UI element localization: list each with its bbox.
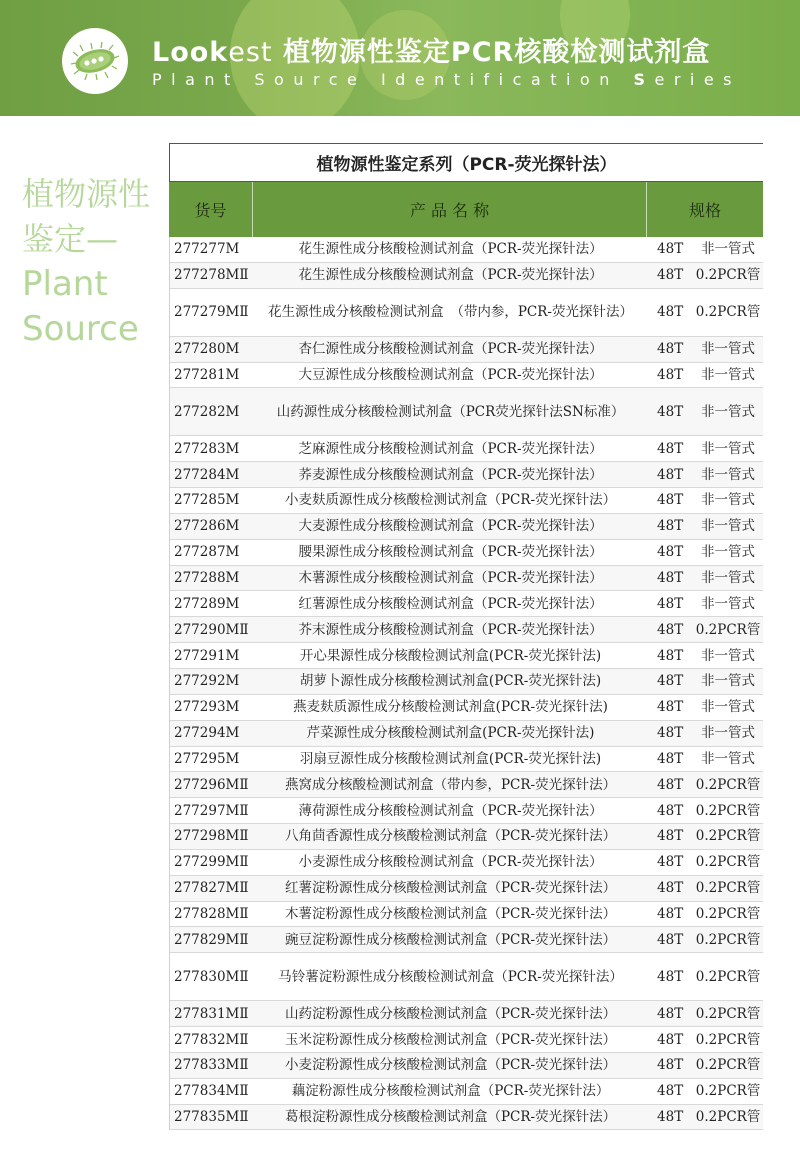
product-type: 非一管式 — [701, 366, 756, 383]
product-code: 277280M — [174, 341, 240, 358]
product-code: 277277M — [174, 241, 240, 258]
table-row — [170, 1027, 763, 1053]
product-type: 0.2PCR管 — [695, 854, 761, 871]
page-title: Lookest 植物源性鉴定PCR核酸检测试剂盒 — [152, 37, 711, 68]
logo — [62, 28, 128, 94]
product-quantity: 48T — [657, 518, 684, 535]
table-header — [169, 182, 763, 237]
product-name: 燕麦麸质源性成分核酸检测试剂盒(PCR-荧光探针法) — [293, 699, 608, 716]
product-name: 胡萝卜源性成分核酸检测试剂盒(PCR-荧光探针法) — [299, 673, 602, 690]
header-code: 货号 — [169, 182, 253, 237]
product-type: 0.2PCR管 — [695, 828, 761, 845]
product-code: 277283M — [174, 440, 240, 457]
product-quantity: 48T — [657, 802, 684, 819]
product-code: 277286M — [174, 518, 240, 535]
table-row — [170, 337, 763, 363]
product-name: 杏仁源性成分核酸检测试剂盒（PCR-荧光探针法） — [298, 341, 603, 358]
table-row — [170, 462, 763, 488]
product-name: 小麦源性成分核酸检测试剂盒（PCR-荧光探针法） — [298, 854, 603, 871]
product-quantity: 48T — [657, 699, 684, 716]
table-row — [170, 876, 763, 902]
product-quantity: 48T — [657, 403, 684, 420]
product-type: 非一管式 — [701, 341, 756, 358]
table-row — [170, 1105, 763, 1131]
table-row — [170, 514, 763, 540]
product-type: 0.2PCR管 — [695, 1005, 761, 1022]
product-code: 277282M — [174, 403, 240, 420]
product-code: 277829MⅡ — [174, 931, 249, 948]
product-name: 羽扇豆源性成分核酸检测试剂盒(PCR-荧光探针法) — [299, 750, 602, 767]
product-name: 小麦麸质源性成分核酸检测试剂盒（PCR-荧光探针法） — [284, 492, 617, 509]
product-quantity: 48T — [657, 673, 684, 690]
product-type: 0.2PCR管 — [695, 931, 761, 948]
table-body — [169, 237, 763, 1130]
product-type: 0.2PCR管 — [695, 776, 761, 793]
product-code: 277295M — [174, 750, 240, 767]
table-row — [170, 772, 763, 798]
product-type: 非一管式 — [701, 595, 756, 612]
product-type: 0.2PCR管 — [695, 880, 761, 897]
product-name: 开心果源性成分核酸检测试剂盒(PCR-荧光探针法) — [299, 647, 602, 664]
product-quantity: 48T — [657, 968, 684, 985]
header-banner — [0, 0, 800, 116]
product-code: 277296MⅡ — [174, 776, 249, 793]
product-code: 277299MⅡ — [174, 854, 249, 871]
side-label: 植物源性 鉴定— Plant Source — [22, 175, 151, 349]
table-row — [170, 566, 763, 592]
product-quantity: 48T — [657, 905, 684, 922]
product-code: 277279MⅡ — [174, 304, 249, 321]
product-quantity: 48T — [657, 544, 684, 561]
product-name: 芝麻源性成分核酸检测试剂盒（PCR-荧光探针法） — [298, 440, 603, 457]
product-code: 277278MⅡ — [174, 267, 249, 284]
table-row — [170, 237, 763, 263]
product-type: 非一管式 — [701, 673, 756, 690]
table-row — [170, 902, 763, 928]
product-type: 非一管式 — [701, 750, 756, 767]
product-name: 荞麦源性成分核酸检测试剂盒（PCR-荧光探针法） — [298, 466, 603, 483]
product-name: 红薯源性成分核酸检测试剂盒（PCR-荧光探针法） — [298, 595, 603, 612]
product-code: 277293M — [174, 699, 240, 716]
table-row — [170, 617, 763, 643]
table-row — [170, 747, 763, 773]
table-row — [170, 388, 763, 436]
product-name: 红薯淀粉源性成分核酸检测试剂盒（PCR-荧光探针法） — [284, 880, 617, 897]
product-quantity: 48T — [657, 1083, 684, 1100]
product-name: 芥末源性成分核酸检测试剂盒（PCR-荧光探针法） — [298, 621, 603, 638]
product-name: 花生源性成分核酸检测试剂盒 （带内参，PCR-荧光探针法） — [268, 304, 633, 321]
product-code: 277290MⅡ — [174, 621, 249, 638]
product-quantity: 48T — [657, 1057, 684, 1074]
product-quantity: 48T — [657, 366, 684, 383]
product-name: 八角茴香源性成分核酸检测试剂盒（PCR-荧光探针法） — [284, 828, 617, 845]
page-subtitle: Plant Source Identification Series — [152, 70, 742, 89]
table-title: 植物源性鉴定系列（PCR-荧光探针法） — [169, 143, 763, 182]
table-row — [170, 824, 763, 850]
product-type: 0.2PCR管 — [695, 802, 761, 819]
product-code: 277298MⅡ — [174, 828, 249, 845]
product-code: 277834MⅡ — [174, 1083, 249, 1100]
table-row — [170, 488, 763, 514]
table-row — [170, 591, 763, 617]
product-quantity: 48T — [657, 854, 684, 871]
product-name: 花生源性成分核酸检测试剂盒（PCR-荧光探针法） — [298, 267, 603, 284]
product-quantity: 48T — [657, 341, 684, 358]
product-quantity: 48T — [657, 267, 684, 284]
product-name: 薄荷源性成分核酸检测试剂盒（PCR-荧光探针法） — [298, 802, 603, 819]
table-row — [170, 669, 763, 695]
product-quantity: 48T — [657, 1005, 684, 1022]
product-name: 燕窝成分核酸检测试剂盒（带内参，PCR-荧光探针法） — [284, 776, 617, 793]
product-name: 玉米淀粉源性成分核酸检测试剂盒（PCR-荧光探针法） — [284, 1031, 617, 1048]
product-type: 非一管式 — [701, 518, 756, 535]
table-row — [170, 263, 763, 289]
product-quantity: 48T — [657, 621, 684, 638]
bacterium-icon — [70, 36, 120, 86]
product-code: 277297MⅡ — [174, 802, 249, 819]
product-code: 277830MⅡ — [174, 968, 249, 985]
product-type: 0.2PCR管 — [695, 1109, 761, 1126]
product-type: 0.2PCR管 — [695, 1057, 761, 1074]
product-name: 芹菜源性成分核酸检测试剂盒(PCR-荧光探针法) — [306, 725, 595, 742]
header-spec: 规格 — [688, 201, 721, 220]
table-row — [170, 695, 763, 721]
product-quantity: 48T — [657, 1109, 684, 1126]
product-type: 0.2PCR管 — [695, 267, 761, 284]
product-type: 非一管式 — [701, 403, 756, 420]
product-type: 0.2PCR管 — [695, 1083, 761, 1100]
product-quantity: 48T — [657, 304, 684, 321]
product-name: 腰果源性成分核酸检测试剂盒（PCR-荧光探针法） — [298, 544, 603, 561]
table-row — [170, 1079, 763, 1105]
header-name: 产 品 名 称 — [253, 182, 647, 237]
table-row — [170, 643, 763, 669]
product-code: 277835MⅡ — [174, 1109, 249, 1126]
product-quantity: 48T — [657, 776, 684, 793]
product-quantity: 48T — [657, 647, 684, 664]
product-type: 0.2PCR管 — [695, 968, 761, 985]
product-type: 0.2PCR管 — [695, 905, 761, 922]
product-name: 马铃薯淀粉源性成分核酸检测试剂盒（PCR-荧光探针法） — [278, 968, 623, 985]
product-type: 非一管式 — [701, 725, 756, 742]
product-name: 木薯淀粉源性成分核酸检测试剂盒（PCR-荧光探针法） — [284, 905, 617, 922]
product-type: 非一管式 — [701, 492, 756, 509]
product-quantity: 48T — [657, 492, 684, 509]
product-quantity: 48T — [657, 595, 684, 612]
product-quantity: 48T — [657, 725, 684, 742]
table-row — [170, 289, 763, 337]
product-table — [169, 143, 763, 1130]
product-quantity: 48T — [657, 570, 684, 587]
table-row — [170, 927, 763, 953]
product-name: 小麦淀粉源性成分核酸检测试剂盒（PCR-荧光探针法） — [284, 1057, 617, 1074]
product-quantity: 48T — [657, 440, 684, 457]
product-code: 277284M — [174, 466, 240, 483]
product-name: 山药淀粉源性成分核酸检测试剂盒（PCR-荧光探针法） — [284, 1005, 617, 1022]
product-type: 0.2PCR管 — [695, 1031, 761, 1048]
product-code: 277285M — [174, 492, 240, 509]
product-code: 277294M — [174, 725, 240, 742]
product-quantity: 48T — [657, 931, 684, 948]
table-row — [170, 953, 763, 1001]
product-code: 277833MⅡ — [174, 1057, 249, 1074]
product-name: 木薯源性成分核酸检测试剂盒（PCR-荧光探针法） — [298, 570, 603, 587]
product-type: 非一管式 — [701, 699, 756, 716]
product-quantity: 48T — [657, 1031, 684, 1048]
product-type: 非一管式 — [701, 440, 756, 457]
product-code: 277832MⅡ — [174, 1031, 249, 1048]
product-name: 大豆源性成分核酸检测试剂盒（PCR-荧光探针法） — [298, 366, 603, 383]
table-row — [170, 1053, 763, 1079]
product-code: 277281M — [174, 366, 240, 383]
table-row — [170, 540, 763, 566]
product-quantity: 48T — [657, 750, 684, 767]
product-code: 277831MⅡ — [174, 1005, 249, 1022]
product-type: 非一管式 — [701, 241, 756, 258]
product-type: 非一管式 — [701, 647, 756, 664]
product-type: 非一管式 — [701, 544, 756, 561]
product-name: 花生源性成分核酸检测试剂盒（PCR-荧光探针法） — [298, 241, 603, 258]
product-name: 大麦源性成分核酸检测试剂盒（PCR-荧光探针法） — [298, 518, 603, 535]
table-row — [170, 363, 763, 389]
product-quantity: 48T — [657, 880, 684, 897]
product-code: 277827MⅡ — [174, 880, 249, 897]
product-code: 277288M — [174, 570, 240, 587]
product-code: 277289M — [174, 595, 240, 612]
product-quantity: 48T — [657, 241, 684, 258]
product-type: 非一管式 — [701, 466, 756, 483]
product-type: 非一管式 — [701, 570, 756, 587]
product-code: 277291M — [174, 647, 240, 664]
product-name: 豌豆淀粉源性成分核酸检测试剂盒（PCR-荧光探针法） — [284, 931, 617, 948]
product-code: 277287M — [174, 544, 240, 561]
product-type: 0.2PCR管 — [695, 304, 761, 321]
product-code: 277828MⅡ — [174, 905, 249, 922]
product-name: 葛根淀粉源性成分核酸检测试剂盒（PCR-荧光探针法） — [284, 1109, 617, 1126]
product-name: 藕淀粉源性成分核酸检测试剂盒（PCR-荧光探针法） — [291, 1083, 610, 1100]
product-quantity: 48T — [657, 466, 684, 483]
product-quantity: 48T — [657, 828, 684, 845]
product-type: 0.2PCR管 — [695, 621, 761, 638]
table-row — [170, 850, 763, 876]
table-row — [170, 721, 763, 747]
product-code: 277292M — [174, 673, 240, 690]
table-row — [170, 798, 763, 824]
product-name: 山药源性成分核酸检测试剂盒（PCR荧光探针法SN标准） — [276, 403, 625, 420]
table-row — [170, 1001, 763, 1027]
table-row — [170, 436, 763, 462]
